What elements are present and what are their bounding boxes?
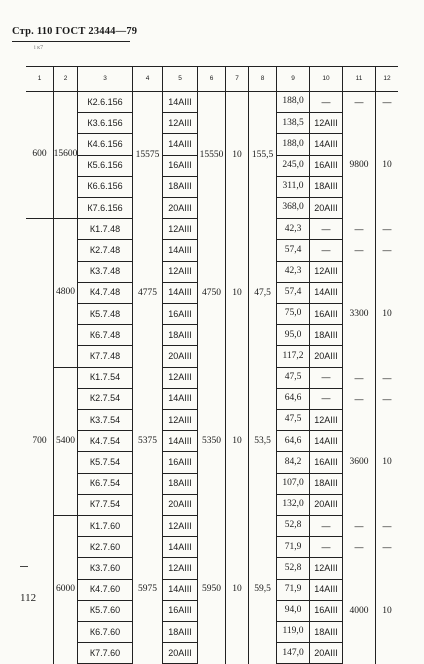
alt-rebar-class: 14АIII	[309, 431, 342, 452]
alt-rebar-class: 16АIII	[309, 452, 342, 473]
alt-rebar-class: 12АIII	[309, 558, 342, 579]
page-footer-number: 112	[20, 592, 37, 604]
span-value: 5950	[197, 516, 225, 664]
rebar-class: 16АIII	[162, 452, 197, 473]
grade-mark: К7.7.48	[77, 346, 132, 367]
alt-mass-value: —	[342, 516, 375, 537]
load-value: 3300	[342, 262, 375, 368]
alt-thickness-value: —	[375, 92, 398, 113]
alt-mass-value: —	[342, 240, 375, 261]
grade-mark: К1.7.60	[77, 516, 132, 537]
mass-value: 84,2	[276, 452, 309, 473]
grade-mark: К2.7.48	[77, 240, 132, 261]
mass-value: 47,5	[276, 410, 309, 431]
page-prefix: Стр.	[12, 26, 34, 37]
rebar-class: 18АIII	[162, 474, 197, 495]
alt-rebar-class: —	[309, 516, 342, 537]
rebar-class: 20АIII	[162, 198, 197, 219]
alt-rebar-class: 14АIII	[309, 283, 342, 304]
rebar-class: 14АIII	[162, 134, 197, 155]
length-value: 4800	[53, 219, 77, 367]
alt-rebar-class: 18АIII	[309, 622, 342, 643]
grade-mark: К5.7.54	[77, 452, 132, 473]
alt-rebar-class: —	[309, 389, 342, 410]
grade-mark: К4.7.54	[77, 431, 132, 452]
length-value: 5400	[53, 368, 77, 516]
alt-rebar-class: 18АIII	[309, 325, 342, 346]
grade-mark: К6.7.48	[77, 325, 132, 346]
grade-mark: К3.7.54	[77, 410, 132, 431]
header-rule	[12, 41, 130, 42]
mass-value: 147,0	[276, 643, 309, 664]
grade-mark: К7.7.60	[77, 643, 132, 664]
rebar-class: 12АIII	[162, 516, 197, 537]
mass-value: 52,8	[276, 516, 309, 537]
rebar-class: 20АIII	[162, 346, 197, 367]
mass-value: 188,0	[276, 92, 309, 113]
length-meters-value: 59,5	[248, 516, 276, 664]
spec-table	[26, 66, 398, 664]
rebar-class: 12АIII	[162, 262, 197, 283]
alt-rebar-class: 20АIII	[309, 643, 342, 664]
thickness-value: 10	[225, 92, 248, 219]
mass-value: 245,0	[276, 156, 309, 177]
grade-mark: К6.7.54	[77, 474, 132, 495]
alt-mass-value: —	[342, 92, 375, 113]
load-value: 9800	[342, 113, 375, 219]
rebar-class: 14АIII	[162, 92, 197, 113]
alt-rebar-class: 16АIII	[309, 156, 342, 177]
column-header: 6	[197, 66, 225, 92]
alt-rebar-class: 14АIII	[309, 580, 342, 601]
margin-dash	[20, 566, 28, 567]
alt-thickness-value: —	[375, 537, 398, 558]
grade-mark: К3.6.156	[77, 113, 132, 134]
thickness-value: 10	[225, 516, 248, 664]
mass-value: 107,0	[276, 474, 309, 495]
column-header: 9	[276, 66, 309, 92]
grade-mark: К1.7.54	[77, 368, 132, 389]
column-header: 8	[248, 66, 276, 92]
thickness-value: 10	[225, 219, 248, 367]
standard-code: ГОСТ 23444—79	[55, 26, 138, 37]
length-meters-value: 155,5	[248, 92, 276, 219]
alt-rebar-class: —	[309, 219, 342, 240]
alt-rebar-class: 16АIII	[309, 601, 342, 622]
safety-value: 10	[375, 558, 398, 664]
mass-value: 117,2	[276, 346, 309, 367]
thickness-value: 10	[225, 368, 248, 516]
grade-mark: К3.7.60	[77, 558, 132, 579]
dimension-value: 15575	[132, 92, 162, 219]
length-value: 15600	[53, 92, 77, 219]
safety-value: 10	[375, 113, 398, 219]
dimension-value: 4775	[132, 219, 162, 367]
mass-value: 64,6	[276, 389, 309, 410]
rebar-class: 14АIII	[162, 283, 197, 304]
mass-value: 119,0	[276, 622, 309, 643]
rebar-class: 12АIII	[162, 219, 197, 240]
grade-mark: К6.6.156	[77, 177, 132, 198]
alt-rebar-class: 18АIII	[309, 474, 342, 495]
page-header	[12, 26, 137, 37]
grade-mark: К4.7.48	[77, 283, 132, 304]
length-meters-value: 47,5	[248, 219, 276, 367]
alt-rebar-class: —	[309, 240, 342, 261]
grade-mark: К3.7.48	[77, 262, 132, 283]
column-header: 2	[53, 66, 77, 92]
column-header: 4	[132, 66, 162, 92]
rebar-class: 14АIII	[162, 537, 197, 558]
rebar-class: 20АIII	[162, 495, 197, 516]
alt-rebar-class: 16АIII	[309, 304, 342, 325]
grade-mark: К5.7.60	[77, 601, 132, 622]
column-header: 10	[309, 66, 342, 92]
length-value: 6000	[53, 516, 77, 664]
column-header: 1	[26, 66, 53, 92]
load-value: 4000	[342, 558, 375, 664]
alt-thickness-value: —	[375, 516, 398, 537]
corner-mark: і к7	[34, 45, 44, 51]
column-header: 11	[342, 66, 375, 92]
mass-value: 57,4	[276, 240, 309, 261]
column-header: 7	[225, 66, 248, 92]
grade-mark: К7.7.54	[77, 495, 132, 516]
mass-value: 42,3	[276, 219, 309, 240]
alt-thickness-value: —	[375, 219, 398, 240]
mass-value: 42,3	[276, 262, 309, 283]
alt-mass-value: —	[342, 389, 375, 410]
mass-value: 57,4	[276, 283, 309, 304]
alt-mass-value: —	[342, 537, 375, 558]
mass-value: 52,8	[276, 558, 309, 579]
mass-value: 368,0	[276, 198, 309, 219]
safety-value: 10	[375, 410, 398, 516]
span-value: 5350	[197, 368, 225, 516]
mass-value: 71,9	[276, 537, 309, 558]
alt-thickness-value: —	[375, 240, 398, 261]
alt-thickness-value: —	[375, 389, 398, 410]
span-value: 4750	[197, 219, 225, 367]
alt-mass-value: —	[342, 368, 375, 389]
grade-mark: К2.6.156	[77, 92, 132, 113]
grade-mark: К5.6.156	[77, 156, 132, 177]
column-header: 12	[375, 66, 398, 92]
alt-mass-value: —	[342, 219, 375, 240]
alt-rebar-class: 20АIII	[309, 495, 342, 516]
grade-mark: К2.7.60	[77, 537, 132, 558]
rebar-class: 12АIII	[162, 113, 197, 134]
mass-value: 64,6	[276, 431, 309, 452]
grade-mark: К6.7.60	[77, 622, 132, 643]
alt-rebar-class: 12АIII	[309, 410, 342, 431]
grade-mark: К5.7.48	[77, 304, 132, 325]
alt-rebar-class: —	[309, 368, 342, 389]
rebar-class: 12АIII	[162, 368, 197, 389]
page-number: 110	[36, 26, 53, 37]
column-header: 3	[77, 66, 132, 92]
mass-value: 75,0	[276, 304, 309, 325]
mass-value: 71,9	[276, 580, 309, 601]
rebar-class: 18АIII	[162, 325, 197, 346]
mass-value: 95,0	[276, 325, 309, 346]
width-value: 600	[26, 92, 53, 219]
rebar-class: 14АIII	[162, 240, 197, 261]
rebar-class: 12АIII	[162, 558, 197, 579]
alt-rebar-class: 20АIII	[309, 198, 342, 219]
mass-value: 138,5	[276, 113, 309, 134]
mass-value: 311,0	[276, 177, 309, 198]
safety-value: 10	[375, 262, 398, 368]
rebar-class: 16АIII	[162, 304, 197, 325]
length-meters-value: 53,5	[248, 368, 276, 516]
alt-rebar-class: —	[309, 537, 342, 558]
grade-mark: К7.6.156	[77, 198, 132, 219]
column-header: 5	[162, 66, 197, 92]
grade-mark: К2.7.54	[77, 389, 132, 410]
rebar-class: 12АIII	[162, 410, 197, 431]
width-value: 700	[32, 436, 47, 447]
alt-rebar-class: 14АIII	[309, 134, 342, 155]
rebar-class: 20АIII	[162, 643, 197, 664]
alt-rebar-class: 12АIII	[309, 262, 342, 283]
dimension-value: 5975	[132, 516, 162, 664]
mass-value: 132,0	[276, 495, 309, 516]
rebar-class: 16АIII	[162, 601, 197, 622]
load-value: 3600	[342, 410, 375, 516]
alt-rebar-class: 12АIII	[309, 113, 342, 134]
alt-thickness-value: —	[375, 368, 398, 389]
rebar-class: 18АIII	[162, 177, 197, 198]
mass-value: 47,5	[276, 368, 309, 389]
rebar-class: 18АIII	[162, 622, 197, 643]
mass-value: 188,0	[276, 134, 309, 155]
mass-value: 94,0	[276, 601, 309, 622]
grade-mark: К1.7.48	[77, 219, 132, 240]
dimension-value: 5375	[132, 368, 162, 516]
alt-rebar-class: 18АIII	[309, 177, 342, 198]
rebar-class: 16АIII	[162, 156, 197, 177]
grade-mark: К4.7.60	[77, 580, 132, 601]
grade-mark: К4.6.156	[77, 134, 132, 155]
rebar-class: 14АIII	[162, 431, 197, 452]
rebar-class: 14АIII	[162, 580, 197, 601]
alt-rebar-class: 20АIII	[309, 346, 342, 367]
rebar-class: 14АIII	[162, 389, 197, 410]
alt-rebar-class: —	[309, 92, 342, 113]
span-value: 15550	[197, 92, 225, 219]
